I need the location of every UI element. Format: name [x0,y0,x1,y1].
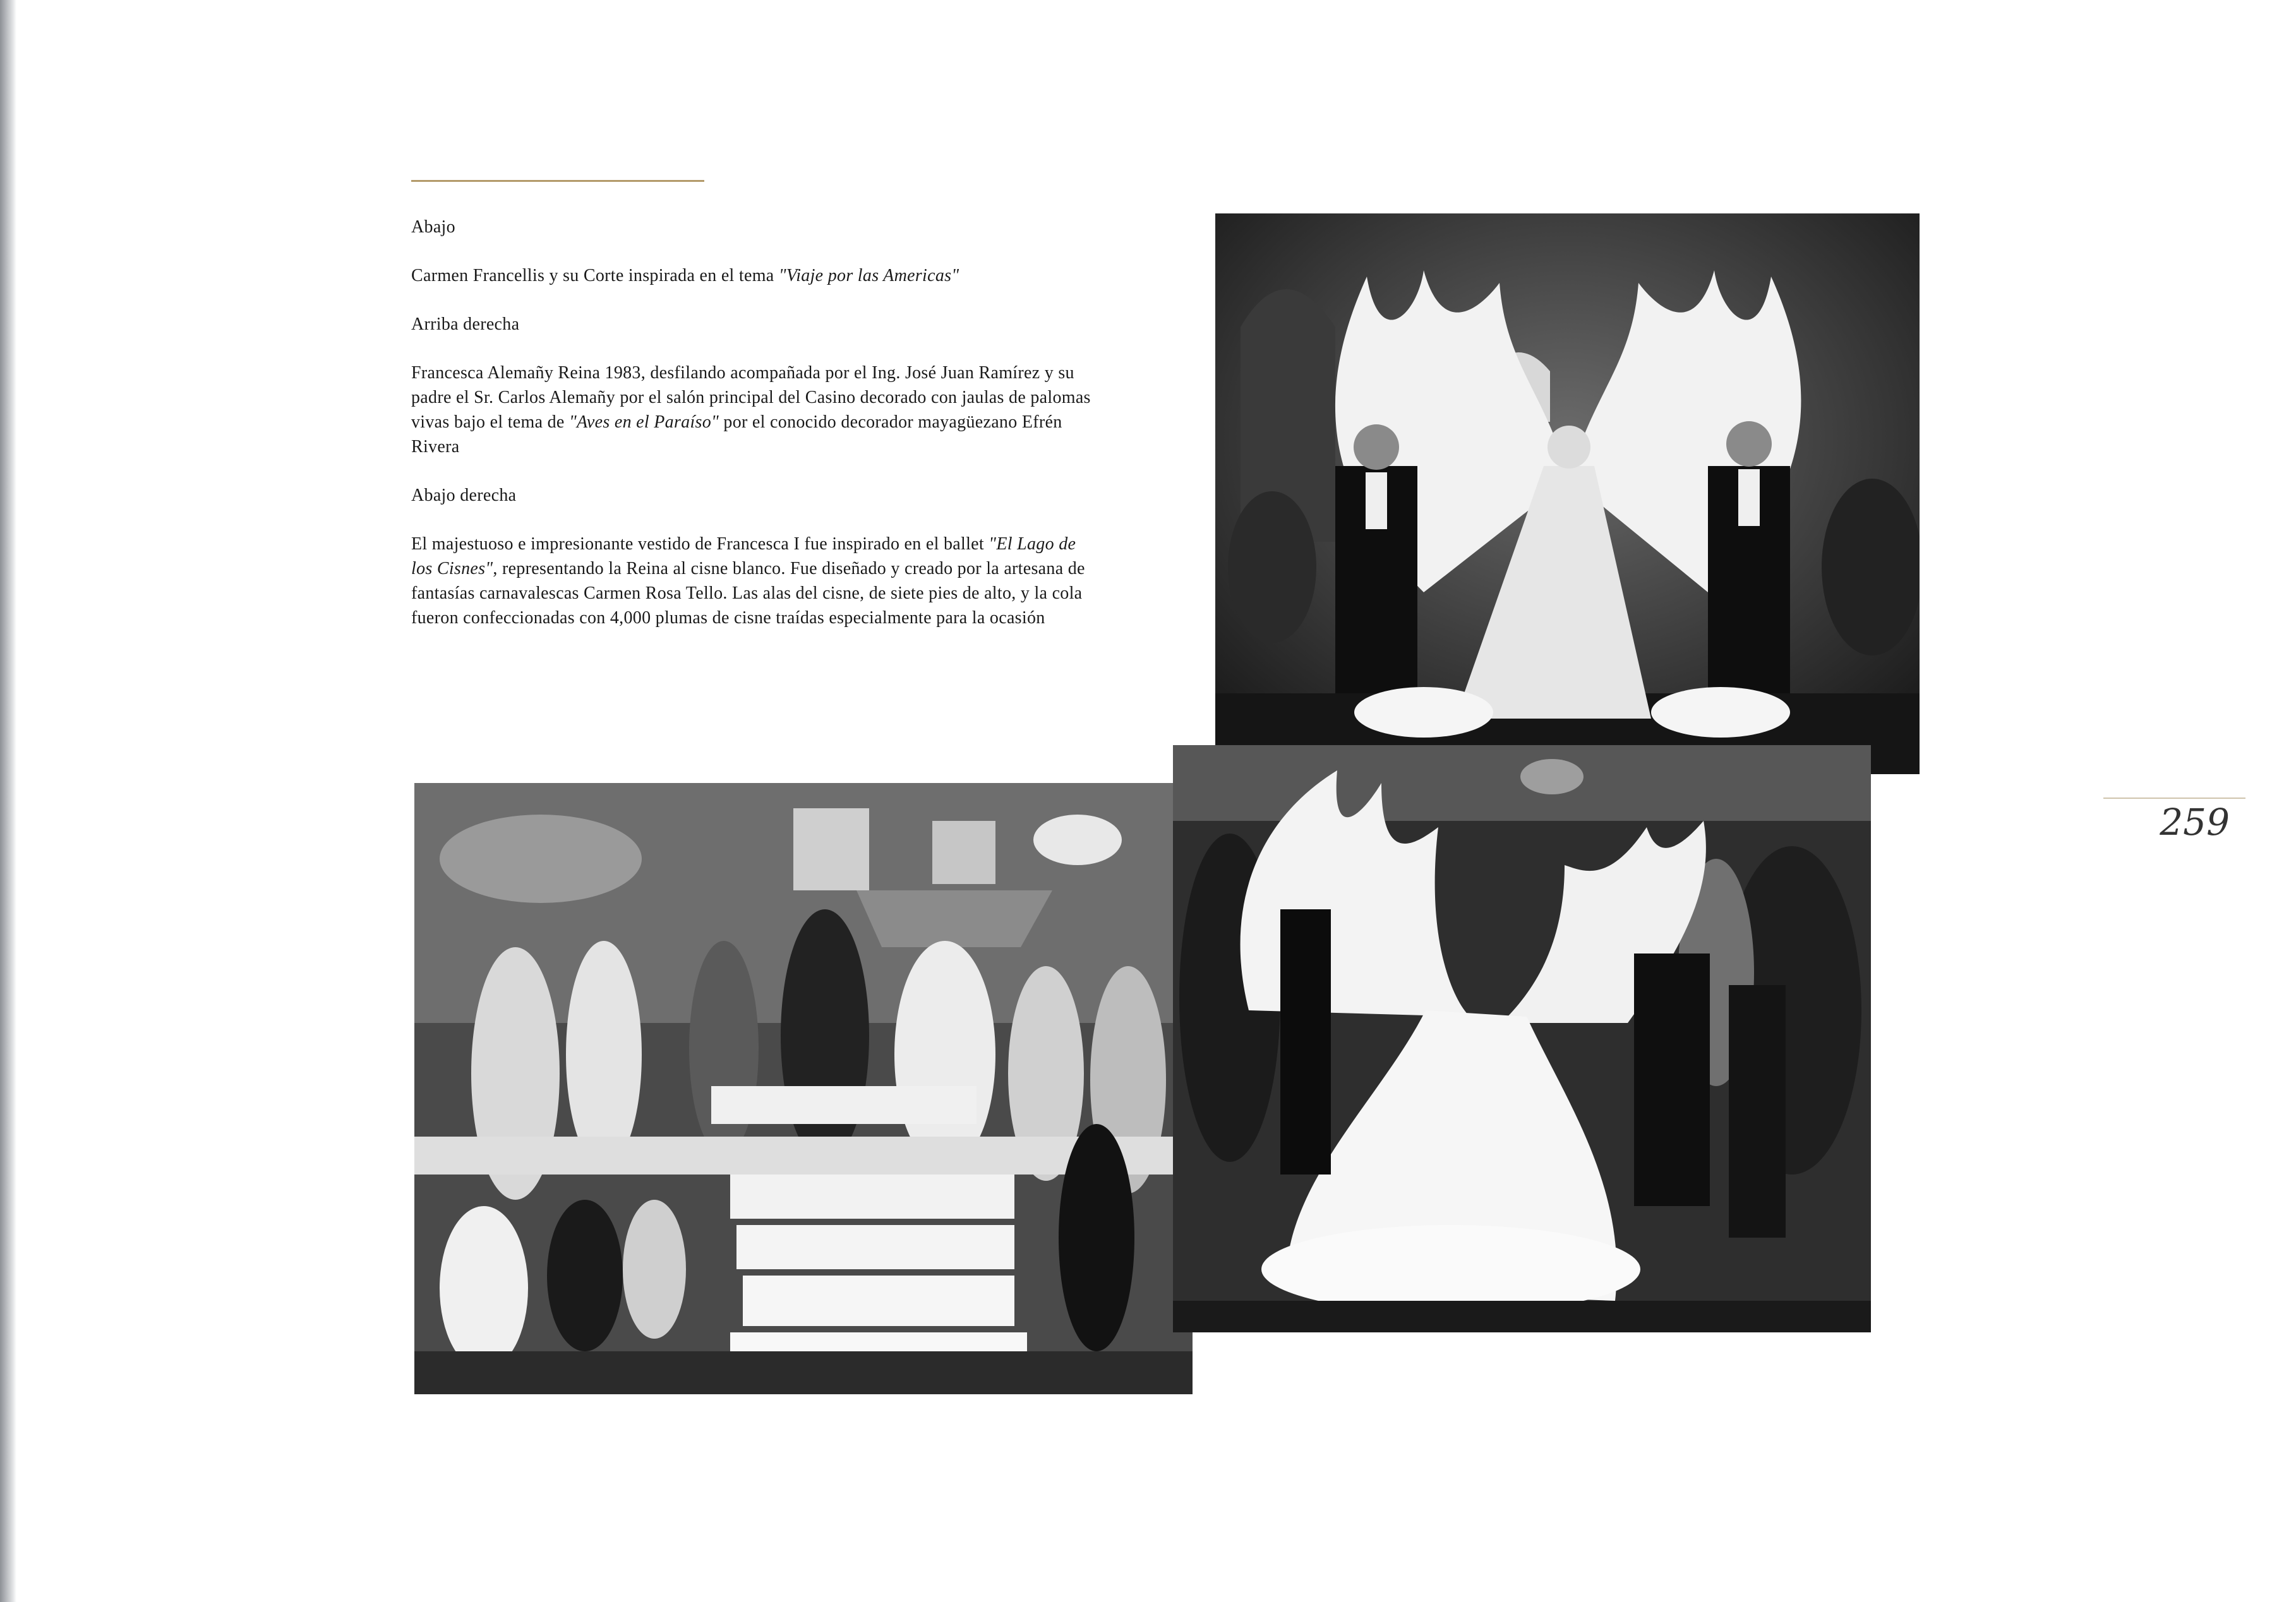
decorative-rule [411,180,704,182]
photo-swan-wings-image [1173,745,1871,1332]
photo-queen-court [414,783,1193,1394]
caption-text-abajo [411,263,1093,288]
caption-heading-arriba-derecha: Arriba derecha [411,314,520,334]
caption-text-part: Francesca Alemañy Reina 1983, desfilando acompañada por el Ing. José Juan Ramírez y su padre el Sr. Carlos Alemañy por el salón principal del Casino decorado con jaulas de palomas vivas bajo el tema de [411,363,1091,432]
page-number-rule [2103,798,2245,799]
caption-title-italic: "Viaje por las Americas" [778,266,959,285]
binding-edge [0,0,16,1602]
photo-swan-wings [1173,745,1871,1332]
caption-title-italic: "El Lago de los Cisnes" [411,534,1076,578]
caption-title-italic: "Aves en el Paraíso" [568,412,719,432]
caption-text-arriba-derecha [411,361,1093,459]
caption-text-part: , representando la Reina al cisne blanco. Fue diseñado y creado por la artesana de fantasías carnavalescas Carmen Rosa Tello. Las alas del cisne, de siete pies de alto, y la cola fueron confeccionadas con 4,000 plumas de cisne traídas especialmente para la ocasión [411,559,1085,628]
photo-queen-court-image [414,783,1193,1394]
photo-queen-escorted [1215,213,1920,774]
photo-queen-escorted-image [1215,213,1920,774]
page-number: 259 [2160,801,2230,844]
caption-heading-abajo-derecha: Abajo derecha [411,486,517,505]
caption-text-abajo-derecha [411,532,1093,630]
caption-text-part: El majestuoso e impresionante vestido de Francesca I fue inspirado en el ballet [411,534,989,554]
caption-text-part: por el conocido decorador mayagüezano Efrén Rivera [411,412,1062,457]
caption-block [411,215,1093,654]
caption-text-part: Carmen Francellis y su Corte inspirada en el tema [411,266,779,285]
caption-heading-abajo: Abajo [411,217,455,237]
